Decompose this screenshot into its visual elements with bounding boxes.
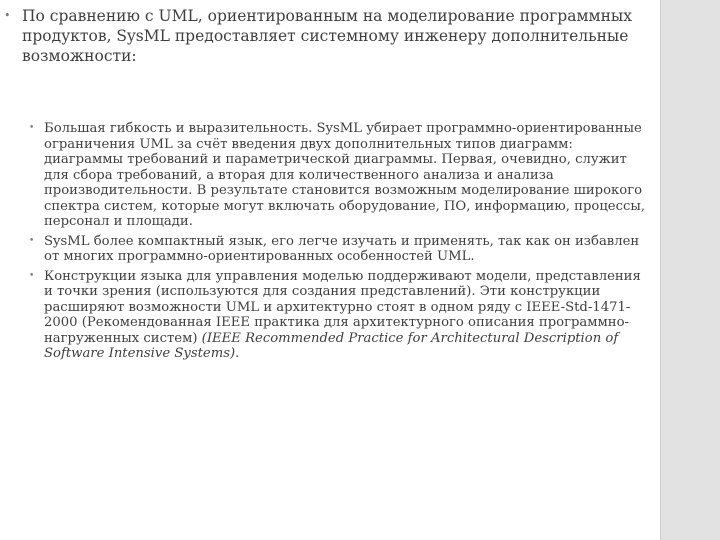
sub-bullet-list xyxy=(26,121,648,366)
sub-bullet-model-management xyxy=(26,269,648,362)
bullet-dot-icon: • xyxy=(29,123,35,133)
sub-bullet-text: SysML более компактный язык, его легче изучать и применять, так как он избавлен от многих программно-ориентированных особенностей UML. xyxy=(44,233,640,264)
main-bullet-text: По сравнению с UML, ориентированным на моделирование программных продуктов, SysML предоставляет системному инженеру дополнительные возможности: xyxy=(22,7,632,65)
main-bullet xyxy=(0,6,640,66)
bullet-dot-icon: • xyxy=(4,9,11,22)
sub-bullet-compactness xyxy=(26,234,648,265)
sub-bullet-flexibility xyxy=(26,121,648,230)
bullet-dot-icon: • xyxy=(29,270,35,281)
main-bullet-list xyxy=(0,6,640,66)
sub-bullet-text: Конструкции языка для управления моделью поддерживают модели, представления и точки зрения (используются для создания представлений). Эти конструкции расширяют возможности UML и архитектурно стоят в одном ряду с IEEE-Std-1471-2000 (Рекомендованная IEEE практика для архитектурного описания программно-нагруженных систем) xyxy=(44,268,641,346)
sub-bullet-italic-text: (IEEE Recommended Practice for Architectural Description of Software Intensive Systems). xyxy=(44,330,619,361)
right-sidebar-panel xyxy=(661,0,720,540)
sub-bullet-text: Большая гибкость и выразительность. SysML убирает программно-ориентированные ограничения UML за счёт введения двух дополнительных типов диаграмм: диаграммы требований и параметрической диаграммы. Первая, очевидно, служит для сбора требований, а вторая для количественного анализа и анализа производительности. В результате становится возможным моделирование широкого спектра систем, которые могут включать оборудование, ПО, информацию, процессы, персонал и площади. xyxy=(44,121,646,229)
bullet-dot-icon: • xyxy=(29,235,35,246)
